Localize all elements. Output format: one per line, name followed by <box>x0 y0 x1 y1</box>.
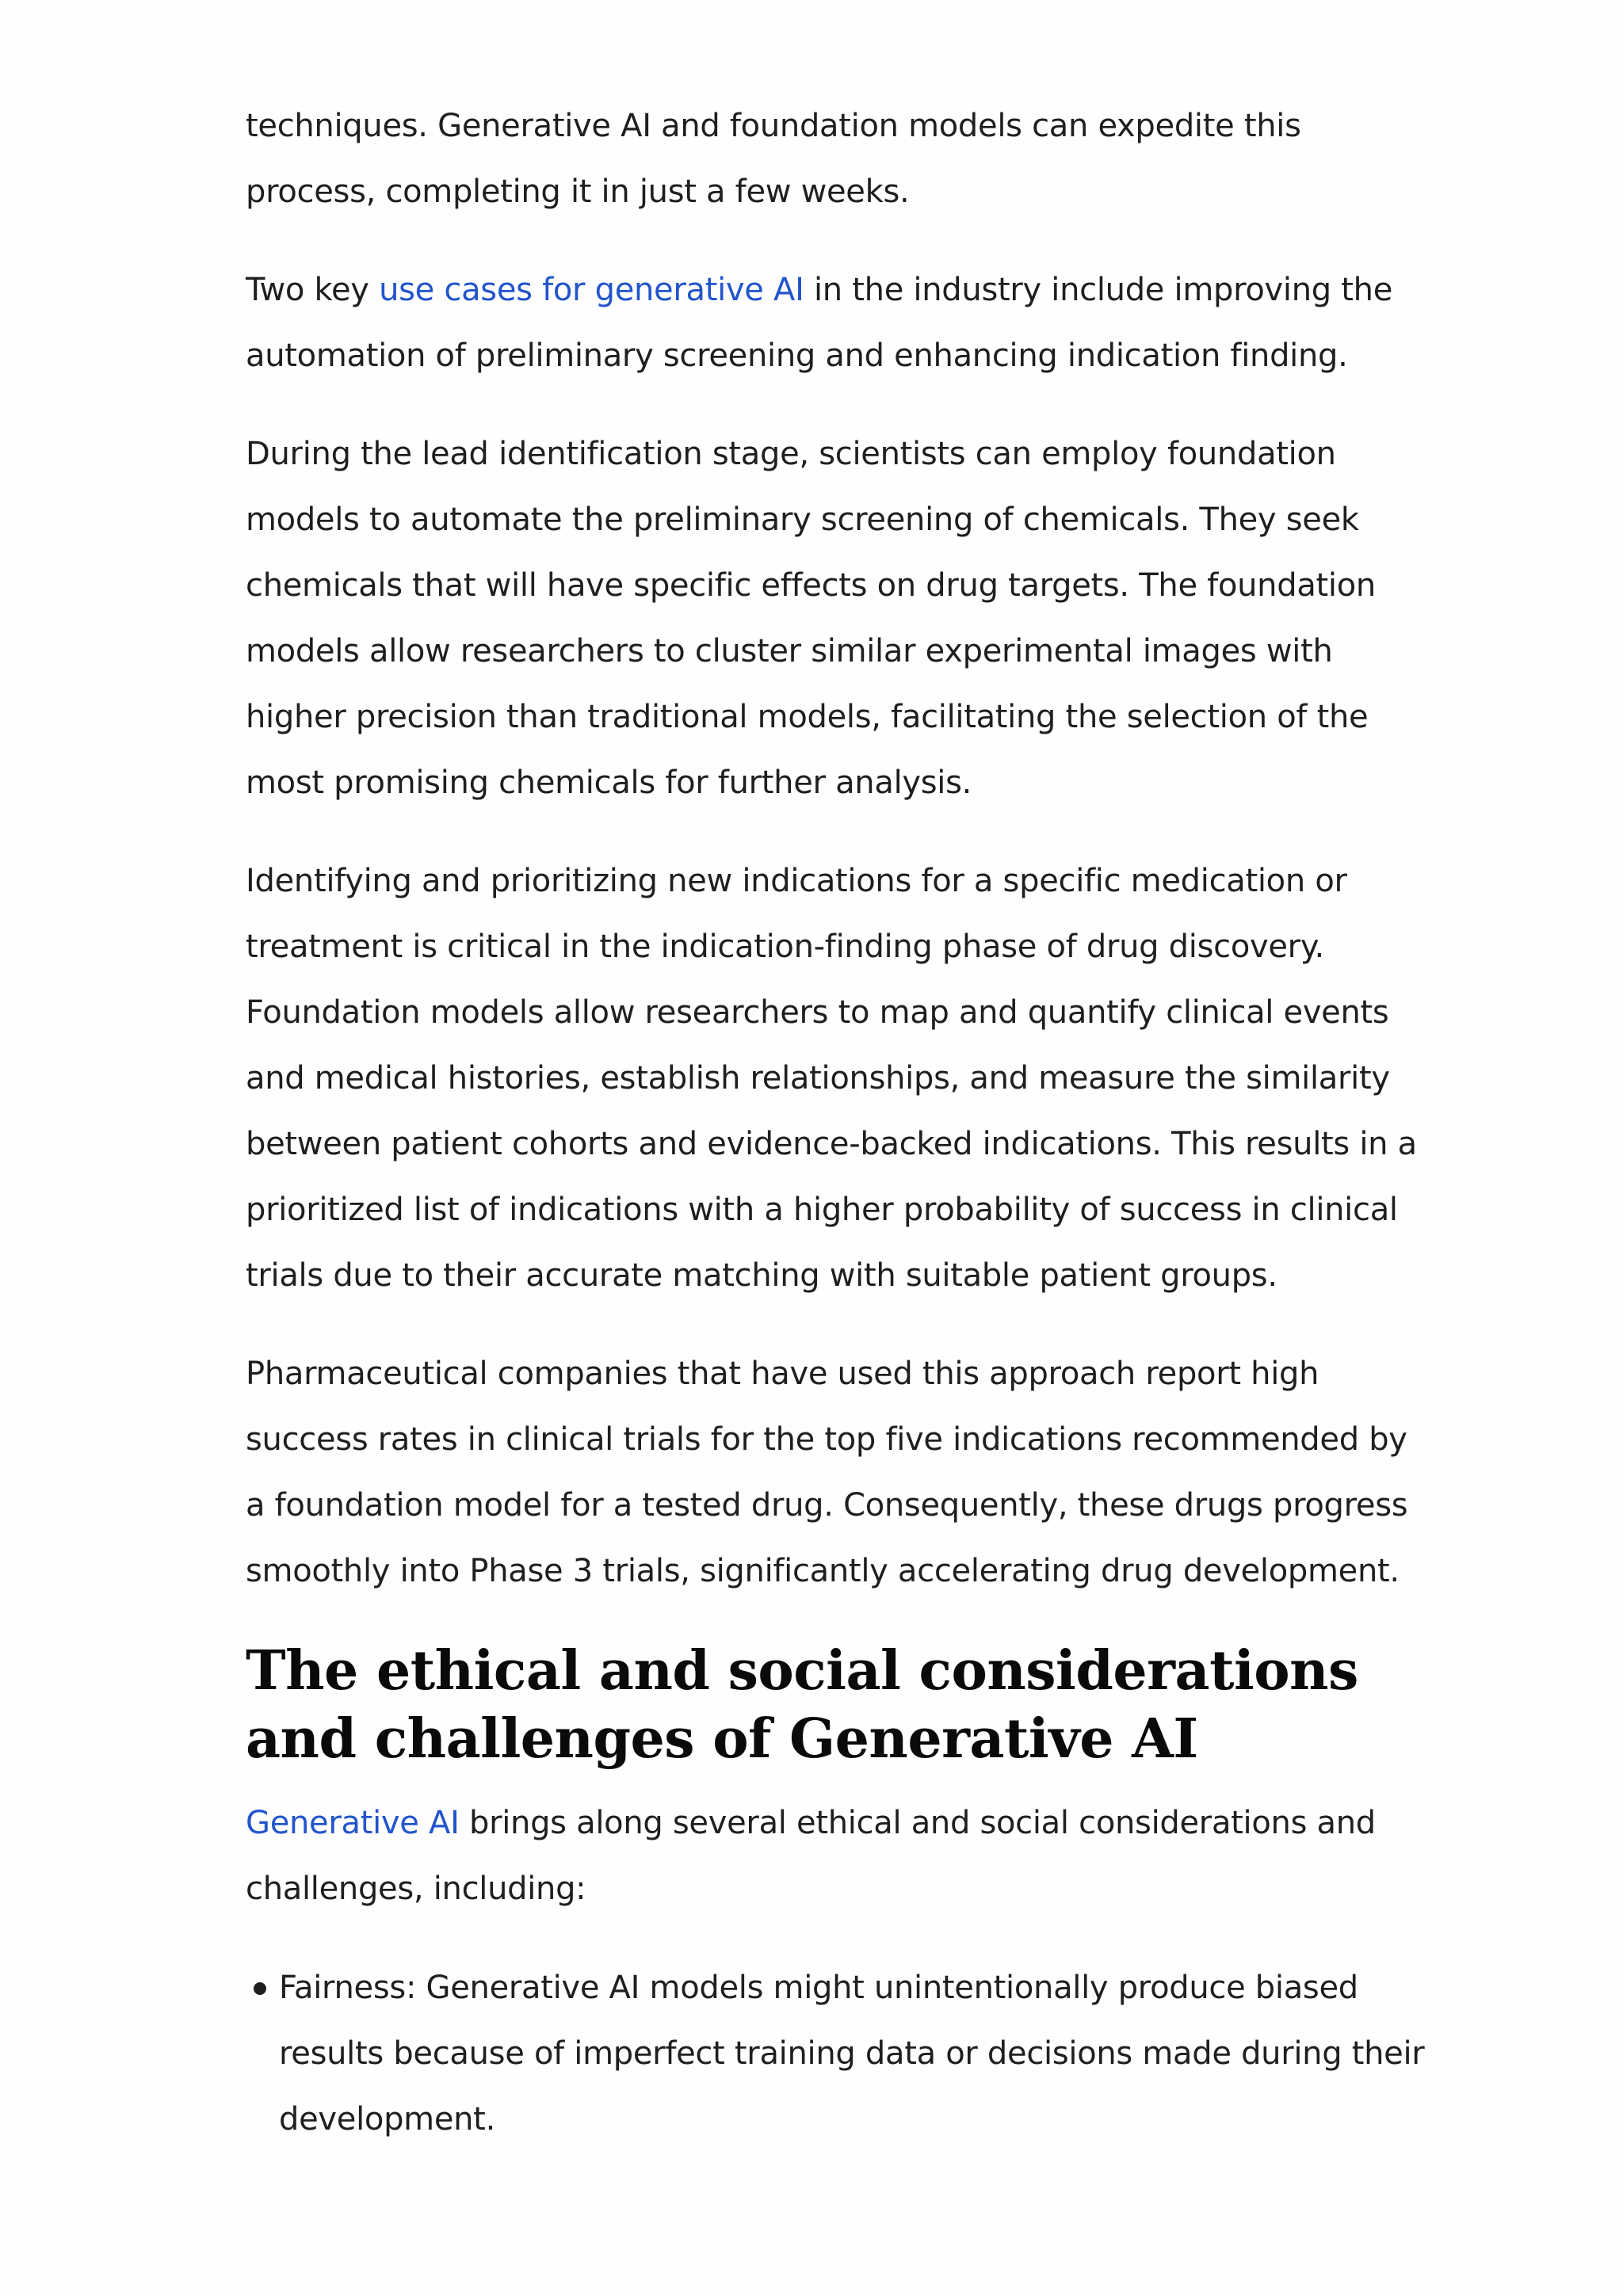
paragraph-pharma-success <box>246 1341 1434 1604</box>
paragraph-use-cases <box>246 257 1434 389</box>
paragraph-text-end: in the industry include improving the automation of preliminary screening and enhancing indication finding. <box>246 272 1393 374</box>
list-item-text: Fairness: Generative AI models might unintentionally produce biased results because of imperfect training data or decisions made during their development. <box>279 1970 1425 2138</box>
bullet-icon <box>254 1982 266 1995</box>
section-heading: The ethical and social considerations and challenges of Generative AI <box>246 1639 1358 1771</box>
generative-ai-link[interactable]: Generative AI <box>246 1805 460 1841</box>
paragraph-text: During the lead identification stage, scientists can employ foundation models to automate the preliminary screening of chemicals. They seek chemicals that will have specific effects on drug targets. The foundation models allow researchers to cluster similar experimental images with higher precision than traditional models, facilitating the selection of the most promising chemicals for further analysis. <box>246 436 1376 801</box>
list-item <box>279 1955 1434 2153</box>
paragraph-text: Identifying and prioritizing new indications for a specific medication or treatment is critical in the indication-finding phase of drug discovery. Foundation models allow researchers to map and quantify clinical events and medical histories, establish relationships, and measure the similarity between patient cohorts and evidence-backed indications. This results in a prioritized list of indications with a higher probability of success in clinical trials due to their accurate matching with suitable patient groups. <box>246 863 1417 1294</box>
paragraph-techniques <box>246 93 1434 225</box>
paragraph-text: techniques. Generative AI and foundation models can expedite this process, completing it in just a few weeks. <box>246 108 1301 210</box>
paragraph-considerations-intro <box>246 1791 1434 1922</box>
considerations-list <box>246 1955 1434 2153</box>
paragraph-lead-identification <box>246 421 1434 816</box>
paragraph-indication-finding <box>246 849 1434 1309</box>
use-cases-link[interactable]: use cases for generative AI <box>379 272 804 308</box>
article-body <box>246 93 1434 2153</box>
paragraph-text-end: brings along several ethical and social considerations and challenges, including: <box>246 1805 1376 1907</box>
paragraph-text-start: Two key <box>246 272 380 308</box>
paragraph-text: Pharmaceutical companies that have used this approach report high success rates in clinical trials for the top five indications recommended by a foundation model for a tested drug. Consequently, these drugs progress smoothly into Phase 3 trials, significantly accelerating drug development. <box>246 1356 1408 1589</box>
